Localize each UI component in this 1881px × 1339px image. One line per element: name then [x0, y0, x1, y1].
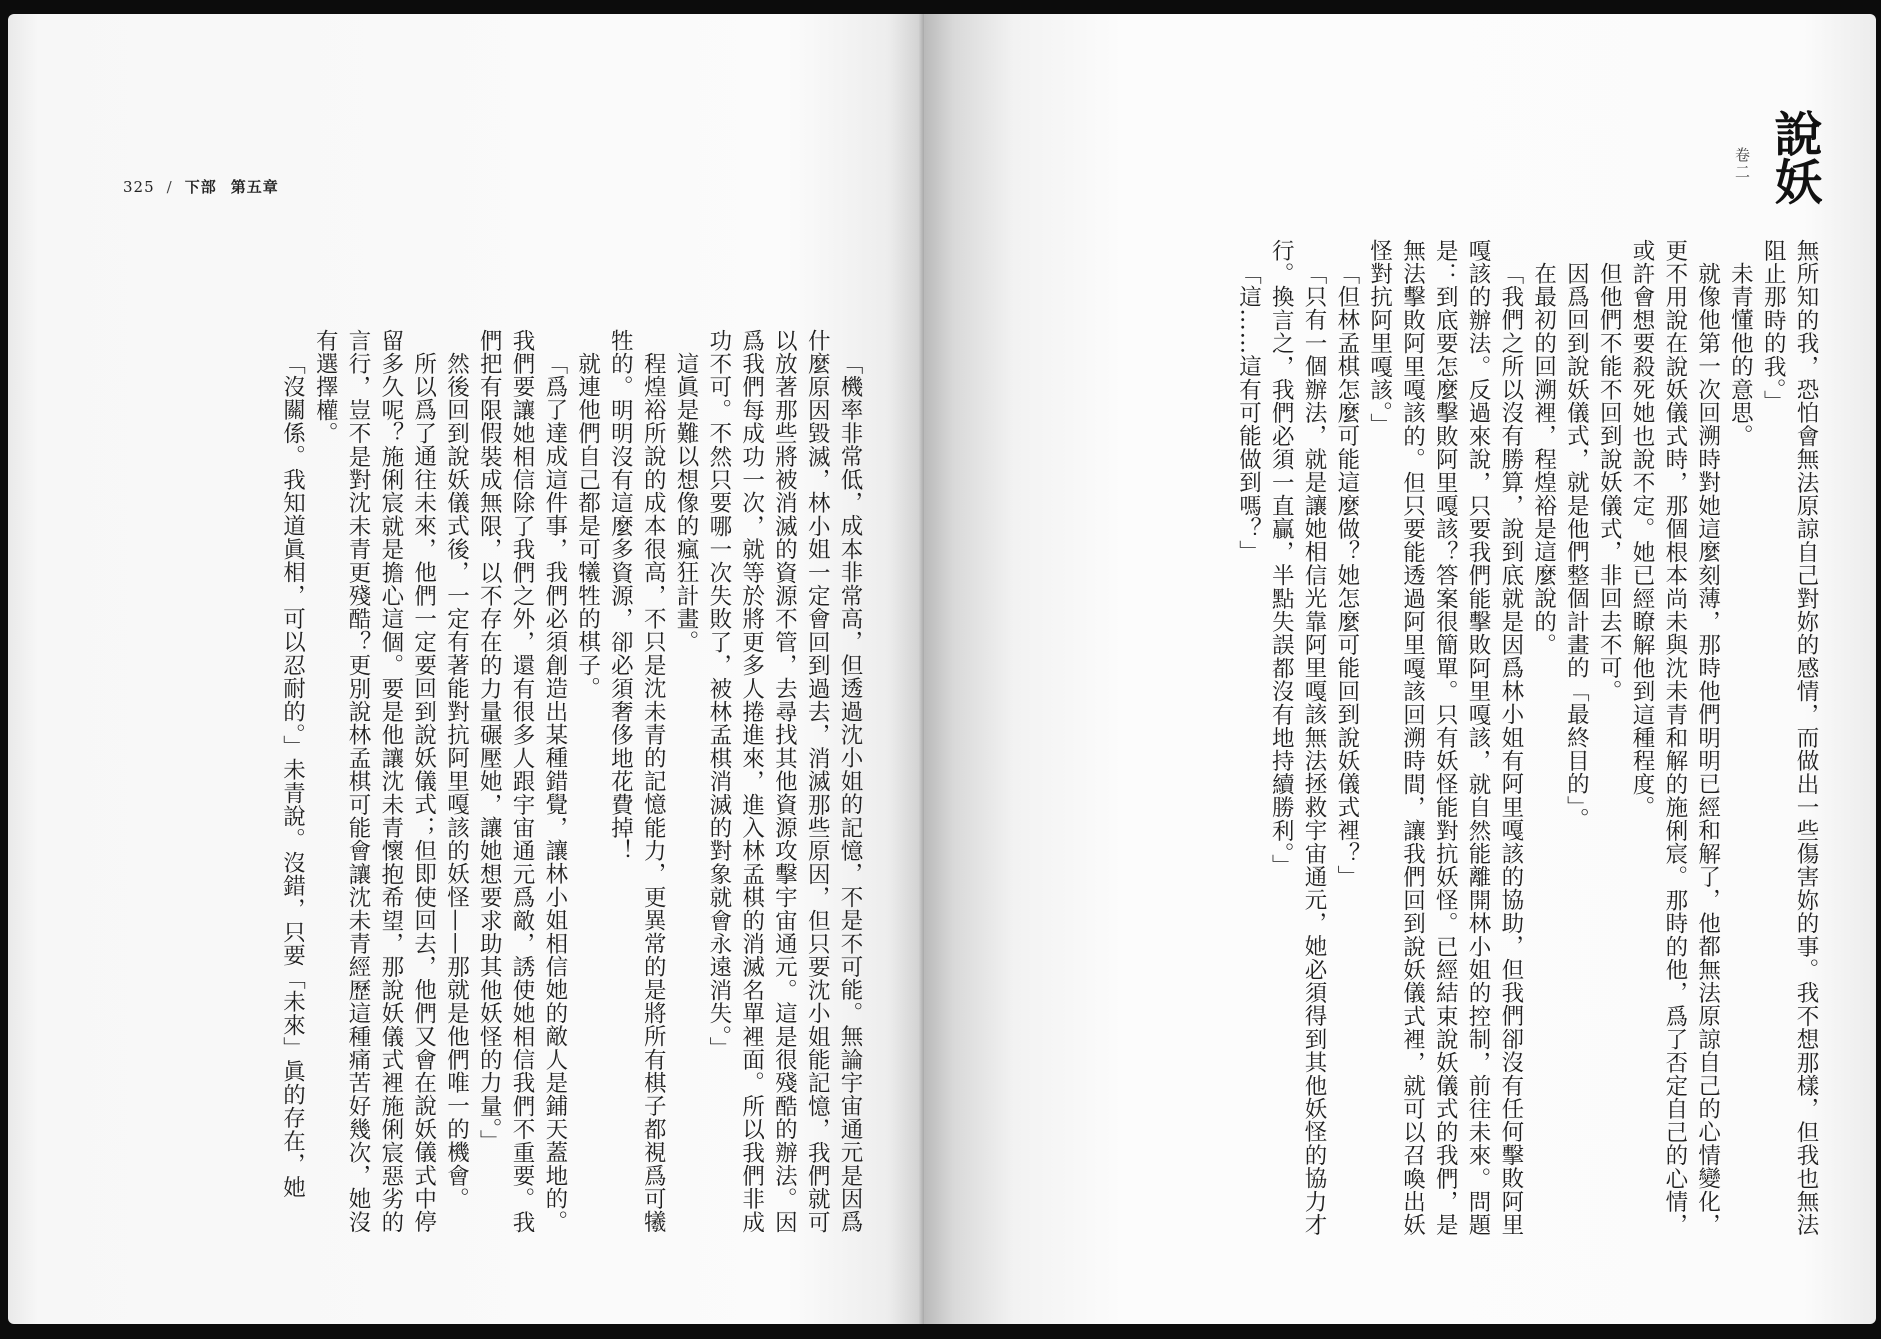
paragraph: 「爲了達成這件事，我們必須創造出某種錯覺，讓林小姐相信她的敵人是鋪天蓋地的。我們要讓她相信除了我們之外，還有很多人跟宇宙通元爲敵，誘使她相信我們不重要。我們把有限假裝成無限，以不存在的力量碾壓她，讓她想要求助其他妖怪的力量。」 — [476, 329, 568, 1234]
paragraph: 因爲回到說妖儀式，就是他們整個計畫的「最終目的」。 — [1563, 261, 1590, 831]
paragraph: 「我們之所以沒有勝算，說到底就是因爲林小姐有阿里嘎該的協助，但我們卻沒有任何擊敗阿里嘎該的辦法。反過來說，只要我們能擊敗阿里嘎該，就自然能離開林小姐的控制，前往未來。問題是：到底要怎麼擊敗阿里嘎該？答案很簡單。只有妖怪能對抗妖怪。已經結束說妖儀式的我們，是無法擊敗阿里嘎該的。但只要能透過阿里嘎該回溯時間，讓我們回到說妖儀式裡，就可以召喚出妖怪對抗阿里嘎該。」 — [1366, 239, 1524, 1237]
left-page — [8, 14, 924, 1324]
paragraph: 但他們不能不回到說妖儀式，非回去不可。 — [1596, 261, 1623, 703]
paragraph: 無所知的我，恐怕會無法原諒自己對妳的感情，而做出一些傷害妳的事。我不想那樣，但我也無法阻止那時的我。」 — [1760, 239, 1819, 1237]
running-header — [123, 176, 279, 197]
paragraph: 在最初的回溯裡，程煌裕是這麼說的。 — [1530, 261, 1557, 656]
paragraph: 這眞是難以想像的瘋狂計畫。 — [673, 351, 700, 654]
left-body-text — [276, 329, 866, 1249]
paragraph: 「機率非常低，成本非常高，但透過沈小姐的記憶，不是不可能。無論宇宙通元是因爲什麼原因毀滅，林小姐一定會回到過去，消滅那些原因，但只要沈小姐能記憶，我們就可以放著那些將被消滅的資源不管，去尋找其他資源攻擊宇宙通元。這是很殘酷的辦法。因爲我們每成功一次，就等於將更多人捲進來，進入林孟棋的消滅名單裡面。所以我們非成功不可。不然只要哪一次失敗了，被林孟棋消滅的對象就會永遠消失。」 — [705, 329, 863, 1234]
chapter-title: 第五章 — [230, 178, 279, 196]
paragraph: 就連他們自己都是可犧牲的棋子。 — [574, 351, 601, 700]
right-body-text — [1232, 239, 1822, 1249]
paragraph: 「這……這有可能做到嗎？」 — [1235, 261, 1262, 564]
paragraph: 所以爲了通往未來，他們一定要回到說妖儀式；但即使回去，他們又會在說妖儀式中停留多久呢？施俐宸就是擔心這個。要是他讓沈未青懷抱希望，那說妖儀式裡施俐宸惡劣的言行，豈不是對沈未青更殘酷？更別說林孟棋可能會讓沈未青經歷這種痛苦好幾次，她沒有選擇權。 — [312, 329, 437, 1234]
paragraph: 「沒關係。我知道眞相，可以忍耐的。」未青說。沒錯，只要「未來」眞的存在，她 — [279, 351, 306, 1199]
faint-running-header — [1659, 174, 1749, 188]
paragraph: 就像他第一次回溯時對她這麼刻薄，那時他們明明已經和解了，他都無法原諒自己的心情變化，更不用說在說妖儀式時，那個根本尚未與沈未青和解的施俐宸。那時的他，爲了否定自己的心情，或許會想要殺死她也說不定。她已經瞭解他到這種程度。 — [1629, 239, 1721, 1237]
right-page — [924, 14, 1876, 1324]
paragraph: 程煌裕所說的成本很高，不只是沈未青的記憶能力，更異常的是將所有棋子都視爲可犧牲的。明明沒有這麼多資源，卻必須奢侈地花費掉！ — [607, 329, 667, 1234]
paragraph: 「只有一個辦法，就是讓她相信光靠阿里嘎該無法拯救宇宙通元，她必須得到其他妖怪的協力才行。換言之，我們必須一直贏，半點失誤都沒有地持續勝利。」 — [1268, 239, 1328, 1236]
paragraph: 「但林孟棋怎麼可能這麼做？她怎麼可能回到說妖儀式裡？」 — [1333, 261, 1360, 888]
part-title: 下部 — [184, 178, 217, 196]
logo-title: 說妖 — [1766, 109, 1822, 205]
header-separator: / — [166, 178, 173, 196]
logo-volume: 卷二 — [1733, 147, 1751, 181]
page-number: 325 — [123, 178, 155, 196]
paragraph: 然後回到說妖儀式後，一定有著能對抗阿里嘎該的妖怪——那就是他們唯一的機會。 — [443, 351, 470, 1210]
paragraph: 未青懂他的意思。 — [1727, 261, 1754, 448]
